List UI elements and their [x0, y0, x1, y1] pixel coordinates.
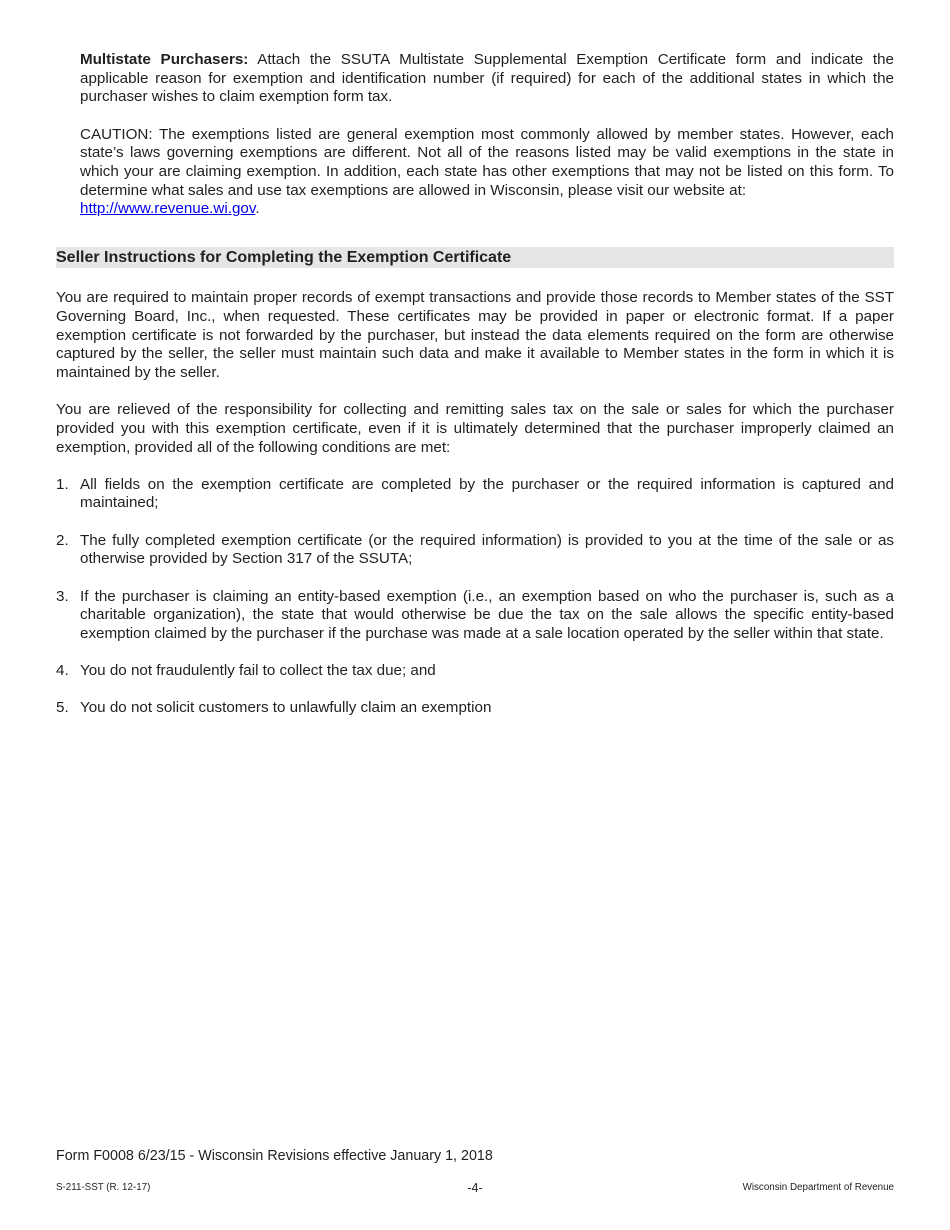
list-item	[56, 532, 894, 569]
form-number: S-211-SST (R. 12-17)	[56, 1182, 151, 1193]
list-item-text: You do not solicit customers to unlawfully claim an exemption	[80, 699, 492, 717]
list-item-text: If the purchaser is claiming an entity-based exemption (i.e., an exemption based on who the purchaser is, such as a charitable organization), the state that would otherwise be due the tax on the sale allows the specific entity-based exemption claimed by the purchaser if the purchase was made at a sale location operated by the seller within that state.	[80, 587, 894, 642]
records-paragraph: You are required to maintain proper records of exempt transactions and provide those records to Member states of the SST Governing Board, Inc., when requested. These certificates may be provided in paper or electronic format. If a paper exemption certificate is not forwarded by the purchaser, but instead the data elements required on the form are otherwise captured by the seller, the seller must maintain such data and make it available to Member states in the form in which it is maintained by the seller.	[56, 289, 894, 381]
multistate-text: Attach the SSUTA Multistate Supplemental Exemption Certificate form and indicate the applicable reason for exemption and identification number (if required) for each of the additional states in which the purchaser wishes to claim exemption form tax.	[80, 51, 894, 106]
caution-paragraph	[80, 126, 894, 220]
list-item	[56, 476, 894, 513]
form-revision-line: Form F0008 6/23/15 - Wisconsin Revisions effective January 1, 2018	[56, 1148, 493, 1164]
revenue-website-link[interactable]: http://www.revenue.wi.gov	[80, 200, 256, 218]
conditions-list	[56, 476, 894, 718]
document-body	[56, 51, 894, 718]
caution-period: .	[255, 200, 260, 218]
relief-paragraph: You are relieved of the responsibility for collecting and remitting sales tax on the sale or sales for which the purchaser provided you with this exemption certificate, even if it is ultimately determined that the purchaser improperly claimed an exemption, provided all of the following conditions are met:	[56, 401, 894, 456]
list-item-text: You do not fraudulently fail to collect the tax due; and	[80, 662, 436, 680]
list-item-number: 1.	[56, 475, 69, 493]
page-number: -4-	[467, 1181, 483, 1195]
list-item-number: 4.	[56, 662, 69, 680]
list-item-number: 3.	[56, 587, 69, 605]
list-item-text: The fully completed exemption certificate (or the required information) is provided to you at the time of the sale or as otherwise provided by Section 317 of the SSUTA;	[80, 531, 894, 568]
department-name: Wisconsin Department of Revenue	[742, 1182, 894, 1193]
page-footer	[56, 1182, 894, 1196]
list-item-number: 2.	[56, 531, 69, 549]
multistate-paragraph	[80, 51, 894, 107]
list-item-number: 5.	[56, 699, 69, 717]
list-item	[56, 699, 894, 718]
multistate-label: Multistate Purchasers:	[80, 51, 249, 68]
section-heading: Seller Instructions for Completing the Exemption Certificate	[56, 247, 894, 268]
caution-text: CAUTION: The exemptions listed are general exemption most commonly allowed by member states. However, each state’s laws governing exemptions are different. Not all of the reasons listed may be valid exemptions in the state in which your are claiming exemption. In addition, each state has other exemptions that may not be listed on this form. To determine what sales and use tax exemptions are allowed in Wisconsin, please visit our website at:	[80, 125, 894, 199]
list-item-text: All fields on the exemption certificate are completed by the purchaser or the required information is captured and maintained;	[80, 475, 894, 512]
list-item	[56, 662, 894, 681]
list-item	[56, 588, 894, 644]
